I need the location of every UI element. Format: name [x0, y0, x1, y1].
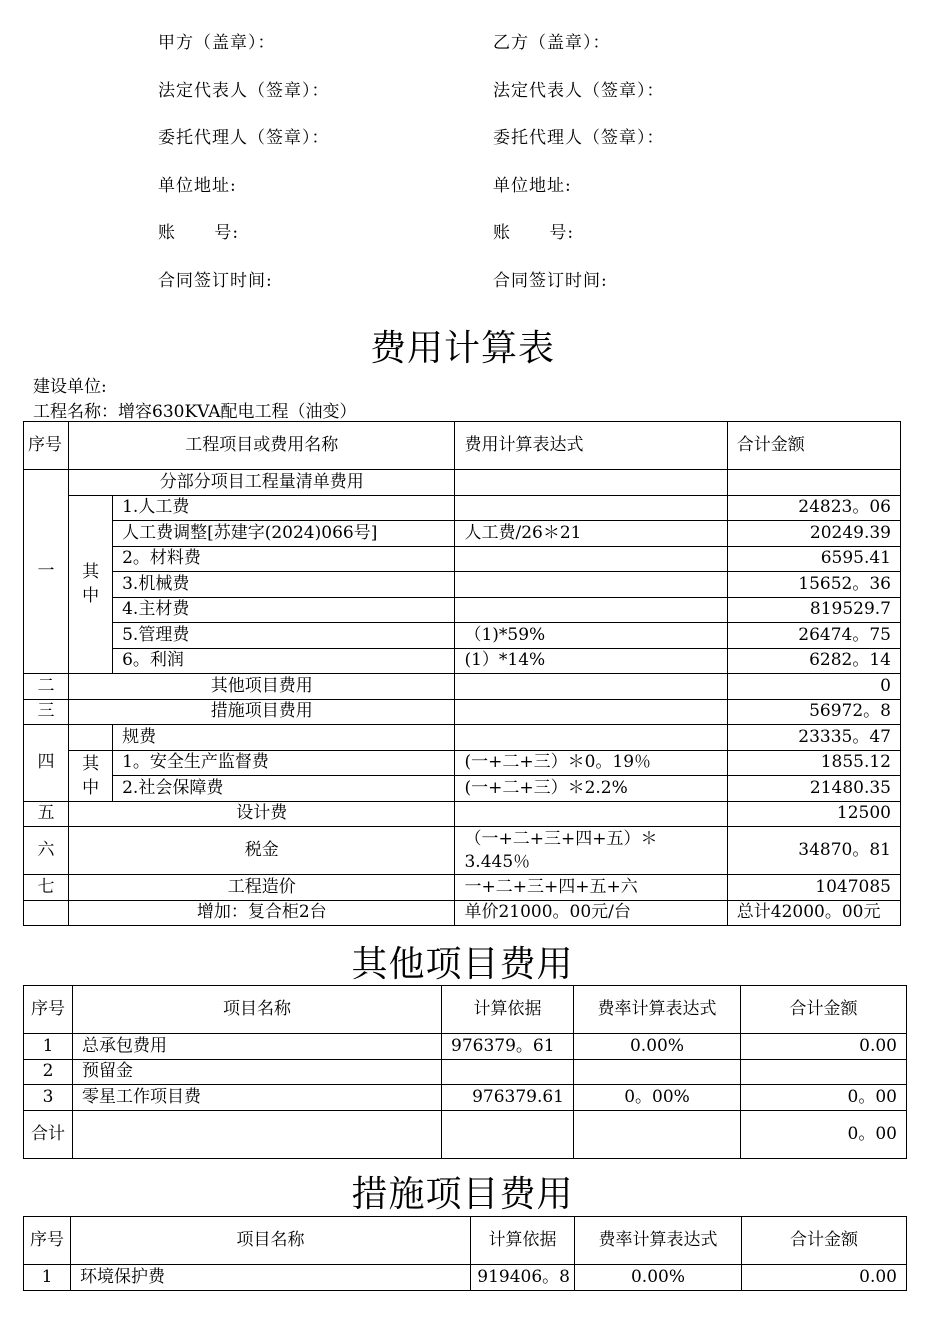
row-name: 其他项目费用	[69, 674, 455, 700]
row-name: 2.社会保障费	[113, 776, 455, 802]
table-row	[24, 572, 901, 598]
row-amount: 12500	[727, 801, 900, 827]
signature-row-address	[0, 171, 950, 219]
table-row	[24, 699, 901, 725]
row-rate	[574, 1059, 741, 1085]
table-header-row	[24, 422, 901, 470]
table-row	[24, 674, 901, 700]
row-name	[73, 1110, 442, 1158]
row-formula: (一+二+三）＊0。19％	[455, 750, 727, 776]
header-item-name: 项目名称	[71, 1217, 471, 1265]
row-formula	[455, 495, 727, 521]
row-name: 环境保护费	[71, 1265, 471, 1291]
row-subgroup-label: 其中	[69, 750, 113, 801]
header-item-name: 项目名称	[73, 986, 442, 1034]
table-row	[24, 495, 901, 521]
row-formula: 单价21000。00元/台	[455, 900, 727, 926]
header-seq: 序号	[24, 1217, 71, 1265]
construction-unit-label: 建设单位:	[33, 377, 107, 397]
row-formula	[455, 572, 727, 598]
row-name: 1。安全生产监督费	[113, 750, 455, 776]
row-basis: 919406。8	[471, 1265, 575, 1291]
row-amount: 15652。36	[727, 572, 900, 598]
table-row	[24, 1059, 907, 1085]
table-row	[24, 1085, 907, 1111]
fee-calculation-table	[23, 421, 901, 926]
row-name: 2。材料费	[113, 546, 455, 572]
row-formula	[455, 725, 727, 751]
row-amount	[727, 470, 900, 496]
table-row	[24, 648, 901, 674]
row-name: 6。利润	[113, 648, 455, 674]
row-basis	[442, 1059, 574, 1085]
row-seq: 七	[24, 875, 69, 901]
party-b-address-label: 单位地址:	[493, 175, 572, 196]
row-name: 税金	[69, 827, 455, 875]
row-amount: 6282。14	[727, 648, 900, 674]
measure-fees-title: 措施项目费用	[351, 1174, 574, 1215]
signature-row-date	[0, 266, 950, 314]
signature-row-agent	[0, 123, 950, 171]
row-formula: （一+二+三+四+五）＊3.445％	[455, 827, 727, 875]
row-basis: 976379.61	[442, 1085, 574, 1111]
row-amount	[741, 1059, 907, 1085]
row-amount: 819529.7	[727, 597, 900, 623]
signature-row-account	[0, 218, 950, 266]
row-amount: 26474。75	[727, 623, 900, 649]
party-a-address-label: 单位地址:	[158, 175, 237, 196]
party-a-date-label: 合同签订时间:	[158, 270, 273, 291]
row-amount: 0.00	[742, 1265, 907, 1291]
row-basis	[442, 1110, 574, 1158]
row-name: 零星工作项目费	[73, 1085, 442, 1111]
total-label: 合计	[24, 1110, 73, 1158]
row-formula	[455, 674, 727, 700]
header-seq: 序号	[24, 986, 73, 1034]
row-amount: 0。00	[741, 1085, 907, 1111]
row-amount: 34870。81	[727, 827, 900, 875]
table-row	[24, 750, 901, 776]
row-amount: 56972。8	[727, 699, 900, 725]
row-seq: 3	[24, 1085, 73, 1111]
row-name: 工程造价	[69, 875, 455, 901]
row-formula: （1)*59%	[455, 623, 727, 649]
table-row	[24, 776, 901, 802]
row-amount: 23335。47	[727, 725, 900, 751]
other-fees-title: 其他项目费用	[351, 944, 574, 985]
row-formula	[455, 546, 727, 572]
table-row	[24, 1265, 907, 1291]
row-amount: 1047085	[727, 875, 900, 901]
row-formula: 人工费/26＊21	[455, 521, 727, 547]
header-basis: 计算依据	[442, 986, 574, 1034]
row-seq: 三	[24, 699, 69, 725]
table-row	[24, 801, 901, 827]
row-formula	[455, 470, 727, 496]
party-b-account-label: 账 号:	[493, 223, 575, 243]
table-row	[24, 623, 901, 649]
row-amount: 1855.12	[727, 750, 900, 776]
row-name: 4.主材费	[113, 597, 455, 623]
row-amount: 20249.39	[727, 521, 900, 547]
signature-block	[0, 28, 950, 313]
header-rate: 费率计算表达式	[574, 986, 741, 1034]
row-seq	[24, 900, 69, 926]
other-fees-table	[23, 985, 907, 1159]
row-rate	[574, 1110, 741, 1158]
row-rate: 0.00%	[575, 1265, 742, 1291]
row-seq: 二	[24, 674, 69, 700]
signature-row-legal-rep	[0, 76, 950, 124]
table-row	[24, 521, 901, 547]
row-seq: 一	[24, 470, 69, 674]
row-name: 增加：复合柜2台	[69, 900, 455, 926]
row-seq: 2	[24, 1059, 73, 1085]
row-amount: 21480.35	[727, 776, 900, 802]
table-header-row	[24, 1217, 907, 1265]
party-b-seal-label: 乙方（盖章）：	[493, 33, 611, 53]
table-row	[24, 827, 901, 875]
row-amount: 6595.41	[727, 546, 900, 572]
header-seq: 序号	[24, 422, 69, 470]
party-b-agent-label: 委托代理人（签章）：	[493, 128, 665, 148]
row-name: 人工费调整[苏建字(2024)066号]	[113, 521, 455, 547]
table-row	[24, 597, 901, 623]
fee-table-title: 费用计算表	[369, 328, 555, 369]
row-spacer	[69, 725, 113, 751]
signature-row-seal	[0, 28, 950, 76]
row-name: 1.人工费	[113, 495, 455, 521]
table-row	[24, 470, 901, 496]
row-formula	[455, 801, 727, 827]
party-a-seal-label: 甲方（盖章）：	[158, 33, 276, 53]
row-amount: 总计42000。00元	[727, 900, 900, 926]
table-row	[24, 900, 901, 926]
row-seq: 1	[24, 1265, 71, 1291]
row-formula: 一+二+三+四+五+六	[455, 875, 727, 901]
header-basis: 计算依据	[471, 1217, 575, 1265]
row-formula: (一+二+三）＊2.2%	[455, 776, 727, 802]
measure-fees-table	[23, 1216, 907, 1291]
row-seq: 四	[24, 725, 69, 802]
row-name: 设计费	[69, 801, 455, 827]
row-subgroup-label: 其中	[69, 495, 113, 674]
header-amount: 合计金额	[742, 1217, 907, 1265]
row-name: 总承包费用	[73, 1034, 442, 1060]
header-amount: 合计金额	[727, 422, 900, 470]
row-formula: (1）*14%	[455, 648, 727, 674]
party-b-legal-rep-label: 法定代表人（签章）：	[493, 80, 665, 101]
row-name: 规费	[113, 725, 455, 751]
row-amount: 0	[727, 674, 900, 700]
table-header-row	[24, 986, 907, 1034]
header-item-name: 工程项目或费用名称	[69, 422, 455, 470]
table-row	[24, 725, 901, 751]
row-rate: 0.00%	[574, 1034, 741, 1060]
row-basis: 976379。61	[442, 1034, 574, 1060]
row-seq: 1	[24, 1034, 73, 1060]
header-amount: 合计金额	[741, 986, 907, 1034]
row-amount: 0.00	[741, 1034, 907, 1060]
row-seq: 六	[24, 827, 69, 875]
total-amount: 0。00	[741, 1110, 907, 1158]
row-name: 措施项目费用	[69, 699, 455, 725]
header-formula: 费用计算表达式	[455, 422, 727, 470]
row-rate: 0。00%	[574, 1085, 741, 1111]
party-a-agent-label: 委托代理人（签章）：	[158, 128, 330, 148]
row-formula	[455, 597, 727, 623]
table-row	[24, 1034, 907, 1060]
row-name: 3.机械费	[113, 572, 455, 598]
table-total-row	[24, 1110, 907, 1158]
project-name-label: 工程名称：增容630KVA配电工程（油变）	[33, 402, 357, 422]
party-b-date-label: 合同签订时间:	[493, 270, 608, 291]
header-rate: 费率计算表达式	[575, 1217, 742, 1265]
row-name: 分部分项目工程量清单费用	[69, 470, 455, 496]
table-row	[24, 875, 901, 901]
row-seq: 五	[24, 801, 69, 827]
table-row	[24, 546, 901, 572]
row-name: 预留金	[73, 1059, 442, 1085]
party-a-account-label: 账 号:	[158, 223, 240, 243]
party-a-legal-rep-label: 法定代表人（签章）：	[158, 80, 330, 101]
row-name: 5.管理费	[113, 623, 455, 649]
row-formula	[455, 699, 727, 725]
row-amount: 24823。06	[727, 495, 900, 521]
